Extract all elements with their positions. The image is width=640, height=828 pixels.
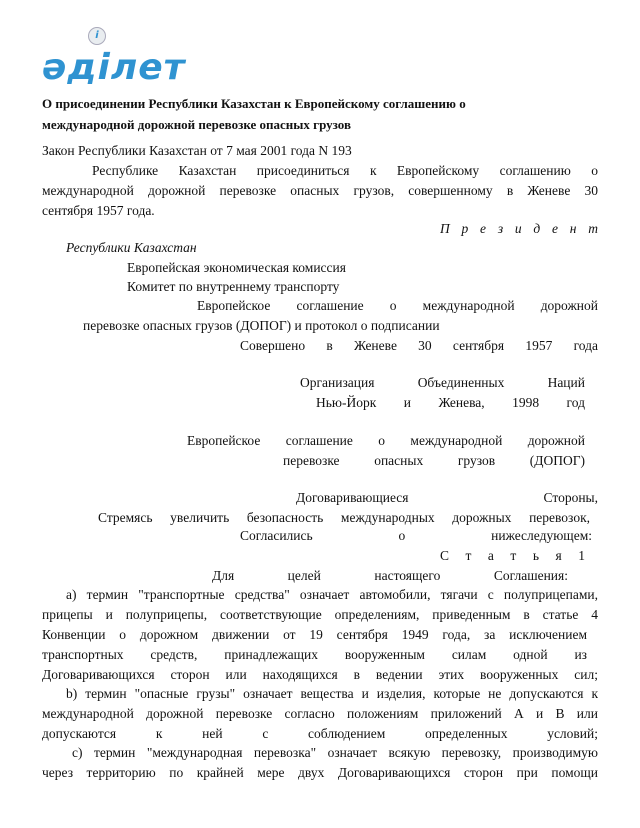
text-line: Совершено в Женеве 30 сентября 1957 года (240, 338, 598, 353)
text-line: b) термин "опасные грузы" означает вещества и изделия, которые не допускаются к (66, 686, 598, 701)
text-line: прицепы и полуприцепы, соответствующие определениям, приведенным в статье 4 (42, 607, 598, 622)
text-line: международной дорожной перевозке согласно положениям приложений А и В или (42, 706, 598, 721)
text-line: Стремясь увеличить безопасность международных дорожных перевозок, (98, 510, 590, 525)
document-title-line-1: О присоединении Республики Казахстан к Европейскому соглашению о (42, 96, 466, 111)
info-badge-icon: i (88, 27, 106, 45)
text-line: Конвенции о дорожном движении от 19 сентября 1949 года, за исключением (42, 627, 587, 642)
text-line: Европейская экономическая комиссия (127, 260, 346, 275)
text-line: международной дорожной перевозке опасных грузов, совершенному в Женеве 30 (42, 183, 598, 198)
text-line: Республике Казахстан присоединиться к Европейскому соглашению о (92, 163, 598, 178)
text-line: перевозке опасных грузов (ДОПОГ) и протокол о подписании (83, 318, 440, 333)
text-line: Договаривающихся сторон или находящихся в ведении этих вооруженных сил; (42, 667, 598, 682)
adilet-logo[interactable] (42, 46, 185, 90)
text-line: Европейское соглашение о международной дорожной (197, 298, 598, 313)
text-line: c) термин "международная перевозка" означает всякую перевозку, производимую (72, 745, 598, 760)
law-reference: Закон Республики Казахстан от 7 мая 2001 года N 193 (42, 143, 352, 158)
text-line: Согласились о нижеследующем: (240, 528, 592, 543)
text-line: сентября 1957 года. (42, 203, 155, 218)
signature-title-cont: Республики Казахстан (66, 240, 197, 255)
signature-title: П р е з и д е н т (440, 221, 598, 236)
text-line: перевозке опасных грузов (ДОПОГ) (283, 453, 585, 468)
text-line: Европейское соглашение о международной дорожной (187, 433, 585, 448)
text-line: через территорию по крайней мере двух Договаривающихся сторон при помощи (42, 765, 598, 780)
text-line: а) термин "транспортные средства" означает автомобили, тягачи с полуприцепами, (66, 587, 598, 602)
text-line: Нью-Йорк и Женева, 1998 год (316, 395, 585, 410)
article-heading: С т а т ь я 1 (440, 548, 585, 563)
text-line: Договаривающиеся Стороны, (296, 490, 598, 505)
text-line: Комитет по внутреннему транспорту (127, 279, 340, 294)
text-line: допускаются к ней с соблюдением определенных условий; (42, 726, 598, 741)
logo-text: әділет (42, 47, 186, 88)
document-title-line-2: международной дорожной перевозке опасных грузов (42, 117, 351, 132)
text-line: Организация Объединенных Наций (300, 375, 585, 390)
text-line: транспортных средств, принадлежащих вооруженным силам одной из (42, 647, 587, 662)
text-line: Для целей настоящего Соглашения: (212, 568, 568, 583)
